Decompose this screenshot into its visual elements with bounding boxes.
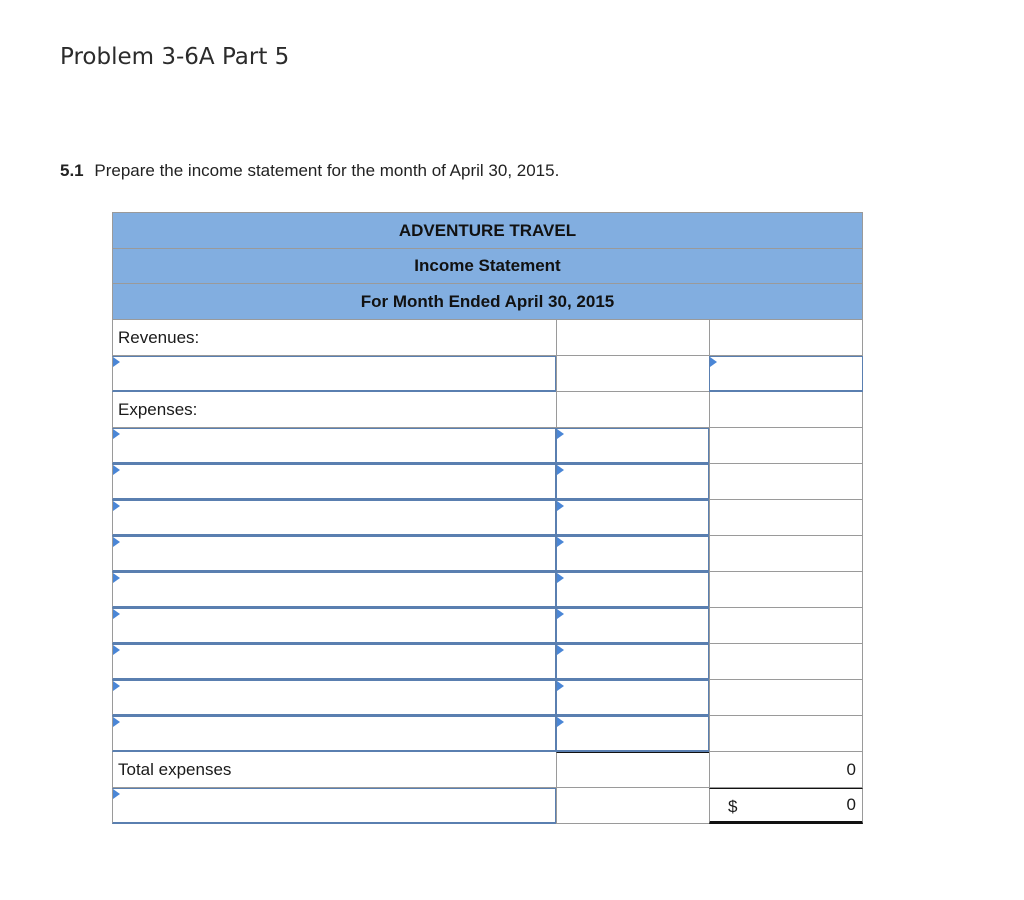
expense-amount-input[interactable] — [556, 428, 709, 464]
empty-cell — [556, 752, 709, 788]
expense-row — [112, 608, 863, 644]
expense-row — [112, 644, 863, 680]
expense-account-dropdown[interactable] — [112, 680, 556, 716]
expense-account-dropdown[interactable] — [112, 500, 556, 536]
expense-account-dropdown[interactable] — [112, 536, 556, 572]
expense-account-dropdown[interactable] — [112, 428, 556, 464]
revenue-amount-input[interactable] — [709, 356, 863, 392]
empty-cell — [709, 716, 863, 752]
empty-cell — [709, 500, 863, 536]
expense-amount-input[interactable] — [556, 572, 709, 608]
expense-account-dropdown[interactable] — [112, 608, 556, 644]
empty-cell — [709, 392, 863, 428]
empty-cell — [556, 356, 709, 392]
empty-cell — [556, 788, 709, 824]
statement-period: For Month Ended April 30, 2015 — [112, 283, 863, 320]
revenue-account-dropdown[interactable] — [112, 356, 556, 392]
net-income-value: 0 — [846, 795, 856, 814]
empty-cell — [709, 644, 863, 680]
expense-account-dropdown[interactable] — [112, 464, 556, 500]
empty-cell — [556, 392, 709, 428]
currency-symbol: $ — [728, 797, 738, 816]
expense-row — [112, 680, 863, 716]
empty-cell — [709, 536, 863, 572]
total-expenses-label: Total expenses — [112, 752, 556, 788]
expense-amount-input[interactable] — [556, 608, 709, 644]
statement-name: Income Statement — [112, 248, 863, 283]
expense-account-dropdown[interactable] — [112, 644, 556, 680]
expense-account-dropdown[interactable] — [112, 716, 556, 752]
income-statement-worksheet — [112, 212, 863, 824]
expenses-header-row — [112, 392, 863, 428]
question-text: Prepare the income statement for the month of April 30, 2015. — [94, 161, 560, 180]
expense-row — [112, 716, 863, 752]
expense-amount-input[interactable] — [556, 500, 709, 536]
net-income-row — [112, 788, 863, 824]
expense-amount-input[interactable] — [556, 680, 709, 716]
expense-row — [112, 500, 863, 536]
expenses-label: Expenses: — [112, 392, 556, 428]
empty-cell — [709, 428, 863, 464]
question-prompt — [60, 161, 559, 181]
revenues-label: Revenues: — [112, 320, 556, 356]
expense-row — [112, 428, 863, 464]
net-income-value-cell — [709, 788, 863, 824]
expense-row — [112, 464, 863, 500]
net-income-label-dropdown[interactable] — [112, 788, 556, 824]
expense-account-dropdown[interactable] — [112, 572, 556, 608]
company-name: ADVENTURE TRAVEL — [112, 212, 863, 248]
empty-cell — [709, 680, 863, 716]
expense-row — [112, 536, 863, 572]
total-expenses-value: 0 — [709, 752, 863, 788]
total-expenses-row — [112, 752, 863, 788]
revenues-header-row — [112, 320, 863, 356]
expense-amount-input[interactable] — [556, 644, 709, 680]
empty-cell — [709, 464, 863, 500]
question-number: 5.1 — [60, 161, 84, 180]
expense-amount-input[interactable] — [556, 464, 709, 500]
page-title: Problem 3-6A Part 5 — [60, 44, 290, 70]
empty-cell — [709, 572, 863, 608]
revenue-row — [112, 356, 863, 392]
expense-amount-input[interactable] — [556, 536, 709, 572]
expense-amount-input[interactable] — [556, 716, 709, 752]
empty-cell — [709, 608, 863, 644]
empty-cell — [556, 320, 709, 356]
expense-row — [112, 572, 863, 608]
empty-cell — [709, 320, 863, 356]
